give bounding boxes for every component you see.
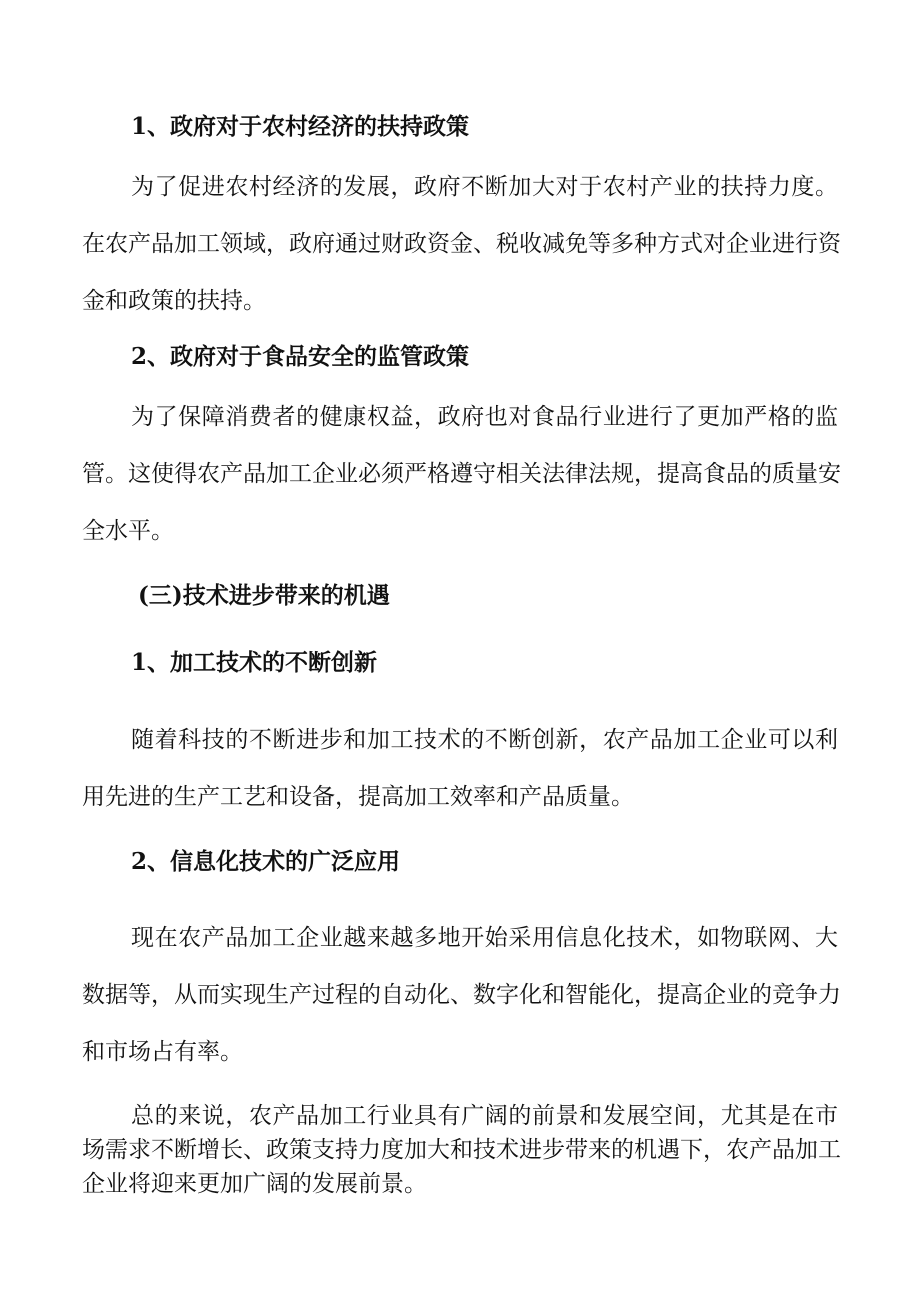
- paragraph-line: 企业将迎来更加广阔的发展前景。: [82, 1171, 427, 1197]
- paragraph-line: 随着科技的不断进步和加工技术的不断创新，农产品加工企业可以利: [131, 727, 838, 753]
- paragraph-line: 现在农产品加工企业越来越多地开始采用信息化技术，如物联网、大: [131, 925, 838, 951]
- paragraph-conclusion: [82, 1099, 841, 1201]
- section-heading-food-safety: 2、政府对于食品安全的监管政策: [131, 343, 470, 370]
- paragraph-food-safety: [82, 389, 841, 560]
- paragraph-line: 为了保障消费者的健康权益，政府也对食品行业进行了更加严格的监: [131, 404, 838, 430]
- section-heading-rural-support: 1、政府对于农村经济的扶持政策: [131, 113, 470, 140]
- paragraph-line: 为了促进农村经济的发展，政府不断加大对于农村产业的扶持力度。: [131, 174, 838, 200]
- section-heading-processing-innovation: 1、加工技术的不断创新: [131, 649, 378, 676]
- paragraph-line: 在农产品加工领域，政府通过财政资金、税收减免等多种方式对企业进行资: [82, 231, 841, 257]
- section-heading-information-tech: 2、信息化技术的广泛应用: [131, 848, 401, 875]
- paragraph-rural-support: [82, 159, 841, 330]
- paragraph-line: 总的来说，农产品加工行业具有广阔的前景和发展空间，尤其是在市: [131, 1103, 838, 1129]
- paragraph-line: 数据等，从而实现生产过程的自动化、数字化和智能化，提高企业的竞争力: [82, 982, 841, 1008]
- paragraph-line: 场需求不断增长、政策支持力度加大和技术进步带来的机遇下，农产品加工: [82, 1137, 841, 1163]
- paragraph-line: 全水平。: [82, 518, 174, 544]
- paragraph-line: 和市场占有率。: [82, 1039, 243, 1065]
- section-heading-tech-opportunity: (三)技术进步带来的机遇: [138, 582, 390, 609]
- paragraph-line: 金和政策的扶持。: [82, 288, 266, 314]
- paragraph-line: 管。这使得农产品加工企业必须严格遵守相关法律法规，提高食品的质量安: [82, 461, 841, 487]
- paragraph-processing-innovation: [82, 712, 838, 826]
- paragraph-line: 用先进的生产工艺和设备，提高加工效率和产品质量。: [82, 784, 634, 810]
- paragraph-information-tech: [82, 910, 841, 1081]
